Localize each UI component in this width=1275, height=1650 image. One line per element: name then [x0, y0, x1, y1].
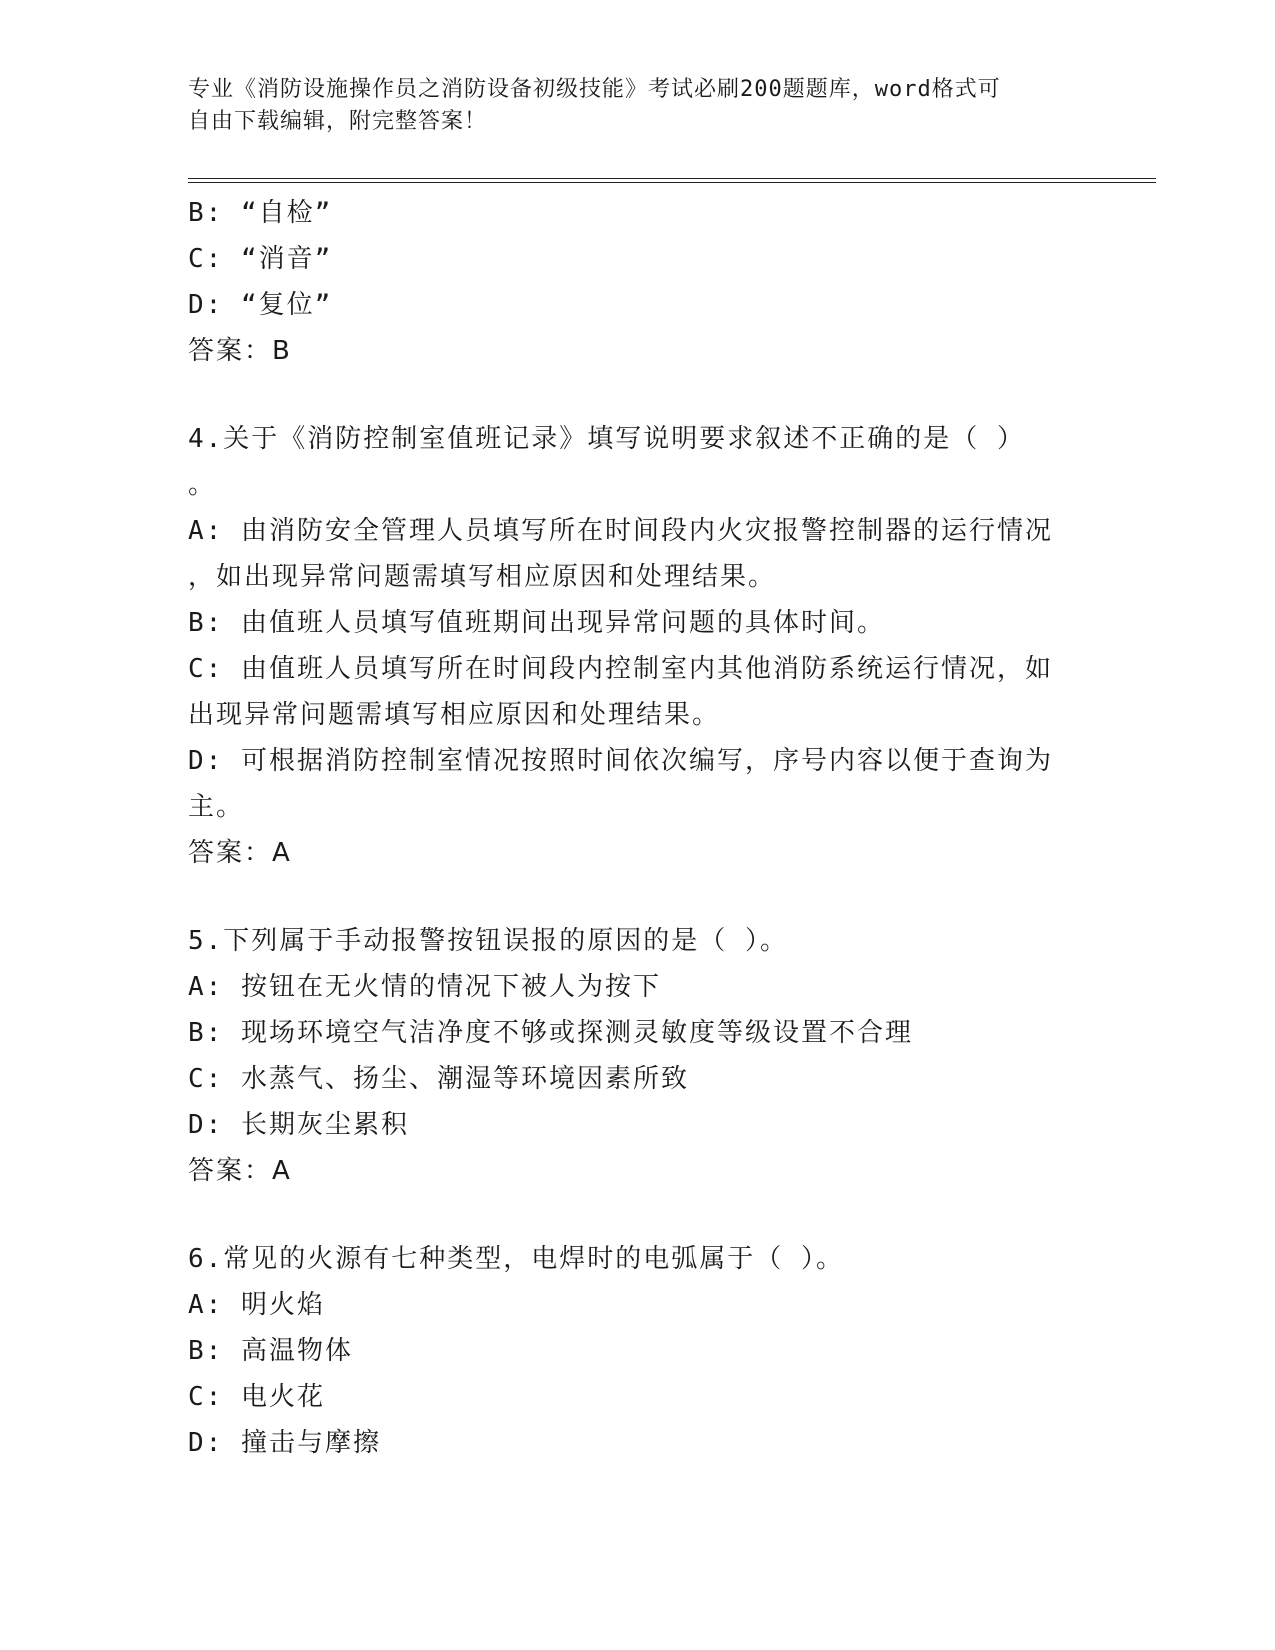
option-a: A: 明火焰: [188, 1290, 325, 1320]
option-c: C: 水蒸气、扬尘、潮湿等环境因素所致: [188, 1064, 689, 1094]
question-gap: [188, 374, 1088, 416]
answer-label: 答案：A: [188, 838, 292, 868]
question-6: [188, 1236, 1088, 1466]
answer-label: 答案：B: [188, 336, 292, 366]
option-b: B: 由值班人员填写值班期间出现异常问题的具体时间。: [188, 608, 885, 638]
header-title-line-1: 专业《消防设施操作员之消防设备初级技能》考试必刷200题题库，word格式可: [188, 77, 1001, 102]
option-a-continued: ，如出现异常问题需填写相应原因和处理结果。: [188, 562, 777, 592]
option-d: D: 撞击与摩擦: [188, 1428, 381, 1458]
option-d: D: “复位”: [188, 290, 333, 320]
page-header: [188, 74, 1088, 138]
option-c: C: “消音”: [188, 244, 333, 274]
question-stem-continued: 。: [188, 470, 217, 500]
option-b: B: 现场环境空气洁净度不够或探测灵敏度等级设置不合理: [188, 1018, 913, 1048]
question-stem: 4.关于《消防控制室值班记录》填写说明要求叙述不正确的是（ ）: [188, 424, 1025, 454]
option-d-continued: 主。: [188, 792, 245, 822]
question-stem: 6.常见的火源有七种类型，电焊时的电弧属于（ ）。: [188, 1244, 844, 1274]
option-d: D: 长期灰尘累积: [188, 1110, 409, 1140]
answer-label: 答案：A: [188, 1156, 292, 1186]
question-stem: 5.下列属于手动报警按钮误报的原因的是（ ）。: [188, 926, 788, 956]
option-d: D: 可根据消防控制室情况按照时间依次编写，序号内容以便于查询为: [188, 746, 1053, 776]
header-title-line-2: 自由下载编辑，附完整答案！: [188, 109, 488, 134]
option-b: B: 高温物体: [188, 1336, 353, 1366]
question-gap: [188, 1194, 1088, 1236]
option-a: A: 按钮在无火情的情况下被人为按下: [188, 972, 661, 1002]
option-b: B: “自检”: [188, 198, 333, 228]
question-list: [188, 190, 1088, 1466]
question-3-continued: [188, 190, 1088, 374]
question-4: [188, 416, 1088, 876]
option-c: C: 电火花: [188, 1382, 325, 1412]
question-5: [188, 918, 1088, 1194]
option-a: A: 由消防安全管理人员填写所在时间段内火灾报警控制器的运行情况: [188, 516, 1053, 546]
option-c-continued: 出现异常问题需填写相应原因和处理结果。: [188, 700, 721, 730]
question-gap: [188, 876, 1088, 918]
header-divider: [188, 178, 1156, 183]
option-c: C: 由值班人员填写所在时间段内控制室内其他消防系统运行情况，如: [188, 654, 1053, 684]
